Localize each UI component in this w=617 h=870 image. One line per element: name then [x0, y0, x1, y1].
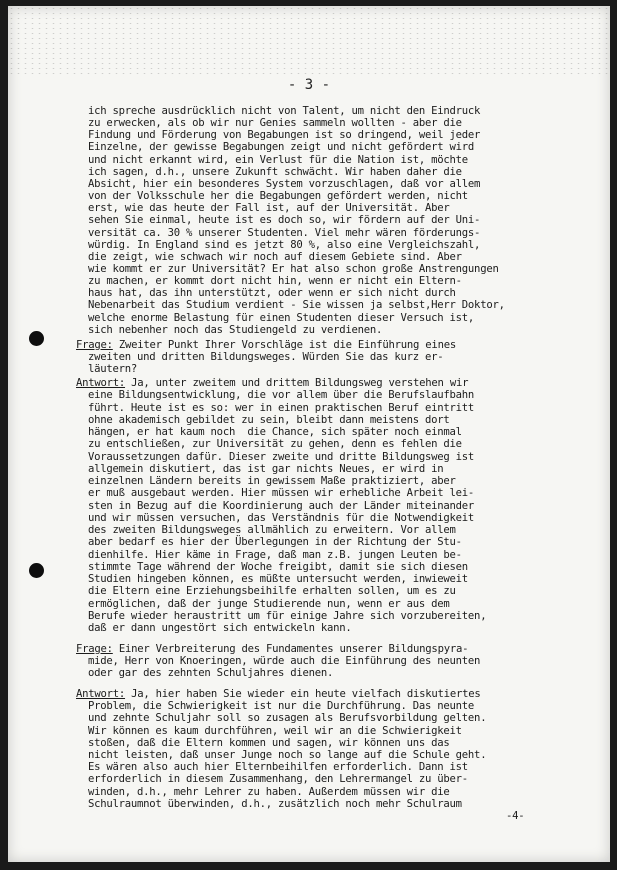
dialogue-line — [76, 377, 468, 389]
text-line: allgemein diskutiert, das ist gar nichts Neues, er wird in — [88, 462, 444, 475]
speaker-label: Frage: — [76, 643, 113, 655]
text-line: erforderlich in diesem Zusammenhang, den Lehrermangel zu über- — [88, 773, 468, 786]
text-line: nicht leisten, daß unser Junge noch so lange auf die Schule geht. — [88, 749, 487, 761]
text-line: zu erwecken, als ob wir nur Genies sammeln wollten - aber die — [88, 117, 462, 130]
text-line: die zeigt, wie schwach wir noch auf diesem Gebiete sind. Aber — [88, 250, 462, 263]
text-line: und nicht erkannt wird, ein Verlust für die Nation ist, möchte — [88, 153, 468, 166]
text-line: Nebenarbeit das Studium verdient - Sie wissen ja selbst,Herr Doktor, — [88, 299, 505, 312]
speaker-label: Antwort: — [76, 688, 126, 700]
text-line: versität ca. 30 % unserer Studenten. Viel mehr wären förderungs- — [88, 226, 481, 239]
text-line: haus hat, das ihn unterstützt, oder wenn er sich nicht durch — [88, 287, 456, 300]
text-line: Studien hingeben können, es müßte untersucht werden, inwieweit — [88, 573, 468, 585]
text-line: Voraussetzungen dafür. Dieser zweite und dritte Bildungsweg ist — [88, 450, 475, 463]
text-line: Berufe wieder heraustritt um für einige Jahre sich vorzubereiten, — [88, 609, 487, 622]
text-line: stimmte Tage während der Woche freigibt, damit sie sich diesen — [88, 560, 468, 573]
text-line: und wir müssen versuchen, das Verständnis für die Notwendigkeit — [88, 511, 475, 524]
scan-noise — [8, 6, 610, 76]
text-line: von der Volksschule her die Begabungen gefördert werden, nicht — [88, 190, 468, 203]
dialogue-line — [76, 688, 480, 700]
speaker-label: Frage: — [76, 339, 113, 351]
line-text: Ja, unter zweitem und drittem Bildungsweg verstehen wir — [125, 377, 469, 389]
page-number: - 3 - — [287, 77, 331, 93]
text-line: ermöglichen, daß der junge Studierende nun, wenn er aus dem — [88, 597, 450, 610]
text-line: zu machen, er kommt dort nicht hin, wenn er nicht ein Eltern- — [88, 275, 462, 288]
text-line: Problem, die Schwierigkeit ist nur die Durchführung. Das neunte — [88, 700, 475, 713]
text-line: die Eltern eine Erziehungsbeihilfe erhalten sollen, um es zu — [88, 585, 456, 598]
text-line: ich sagen, d.h., unsere Zukunft schwächt. Wir haben daher die — [88, 165, 462, 178]
text-line: führt. Heute ist es so: wer in einen praktischen Beruf eintritt — [88, 401, 475, 414]
text-line: dienhilfe. Hier käme in Frage, daß man z.B. jungen Leuten be- — [88, 548, 462, 561]
text-line: des zweiten Bildungsweges allmählich zu erweitern. Vor allem — [88, 524, 456, 536]
text-line: wie kommt er zur Universität? Er hat also schon große Anstrengungen — [88, 262, 499, 275]
text-line: Findung und Förderung von Begabungen ist so dringend, weil jeder — [88, 129, 481, 142]
line-text: Zweiter Punkt Ihrer Vorschläge ist die Einführung eines — [112, 339, 456, 351]
text-line: eine Bildungsentwicklung, die vor allem über die Berufslaufbahn — [88, 389, 475, 402]
document-page — [8, 6, 610, 862]
line-text: Einer Verbreiterung des Fundamentes unserer Bildungspyra- — [112, 643, 469, 655]
text-line: hängen, er hat kaum noch die Chance, sich später noch einmal — [88, 426, 462, 438]
text-line: erst, wie das heute der Fall ist, auf der Universität. Aber — [88, 202, 450, 215]
text-line: Einzelne, der gewisse Begabungen zeigt und nicht gefördert wird — [88, 141, 475, 154]
text-line: einzelnen Ländern bereits in gewissem Maße praktiziert, aber — [88, 475, 456, 487]
text-line: und zehnte Schuljahr soll so zusagen als Berufsvorbildung gelten. — [88, 712, 487, 725]
text-line: Absicht, hier ein besonderes System vorzuschlagen, daß vor allem — [88, 177, 481, 190]
text-line: welche enorme Belastung für einen Studenten dieser Versuch ist, — [88, 311, 475, 324]
punch-hole-top — [29, 331, 44, 346]
text-line: mide, Herr von Knoeringen, würde auch die Einführung des neunten — [88, 655, 481, 668]
text-line: ich spreche ausdrücklich nicht von Talent, um nicht den Eindruck — [88, 105, 481, 117]
text-line: ohne akademisch gebildet zu sein, bleibt dann meistens dort — [88, 413, 450, 426]
text-line: zweiten und dritten Bildungsweges. Würden Sie das kurz er- — [88, 351, 444, 364]
text-line: sten in Bezug auf die Koordinierung auch der Länder miteinander — [88, 499, 475, 512]
text-line: er muß ausgebaut werden. Hier müssen wir erhebliche Arbeit lei- — [88, 487, 475, 500]
text-line: sich nebenher noch das Studiengeld zu verdienen. — [88, 323, 383, 336]
line-text: Ja, hier haben Sie wieder ein heute vielfach diskutiertes — [125, 688, 481, 700]
text-line: Es wären also auch hier Elternbeihilfen erforderlich. Dann ist — [88, 761, 468, 774]
text-line: oder gar des zehnten Schuljahres dienen. — [88, 667, 334, 680]
dialogue-line — [76, 643, 468, 655]
text-line: Wir können es kaum durchführen, weil wir an die Schwierigkeit — [88, 724, 462, 737]
text-line: zu entschließen, zur Universität zu gehen, denn es fehlen die — [88, 438, 462, 451]
speaker-label: Antwort: — [76, 377, 126, 389]
text-line: sehen Sie einmal, heute ist es doch so, wir fördern auf der Uni- — [88, 214, 481, 227]
text-line: würdig. In England sind es jetzt 80 %, also eine Vergleichszahl, — [88, 238, 481, 251]
punch-hole-bottom — [29, 563, 44, 578]
dialogue-line — [76, 339, 456, 351]
text-line: stoßen, daß die Eltern kommen und sagen, wir können uns das — [88, 736, 450, 749]
text-line: Schulraumnot überwinden, d.h., zusätzlich noch mehr Schulraum — [88, 797, 462, 810]
continuation-marker: -4- — [506, 809, 525, 822]
text-line: daß er dann ungestört sich entwickeln kann. — [88, 622, 352, 634]
text-line: winden, d.h., mehr Lehrer zu haben. Außerdem müssen wir die — [88, 785, 450, 798]
text-line: aber bedarf es hier der Überlegungen in der Richtung der Stu- — [88, 536, 462, 549]
text-line: läutern? — [88, 363, 138, 376]
